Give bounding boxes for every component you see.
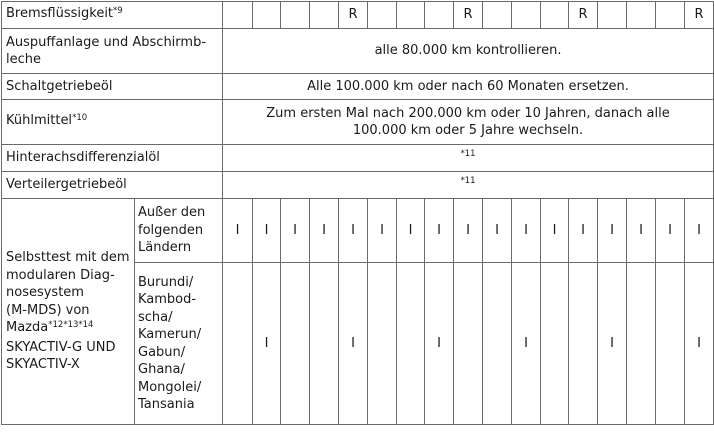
mark-cell bbox=[310, 2, 339, 29]
brake-fluid-label: Bremsflüssigkeit$^{*9}$ bbox=[2, 2, 223, 29]
mark-cell: I bbox=[685, 199, 714, 263]
row-transfer bbox=[2, 172, 714, 199]
mark-cell: I bbox=[656, 199, 685, 263]
mark-cell: R bbox=[569, 2, 598, 29]
selftest-label: Selbsttest mit dem modularen Diag- nosesystem (M-MDS) von Mazda$^{*12*13*14}$ SKYACTIV-G UND SKYACTIV-X bbox=[2, 199, 135, 425]
mark-cell: I bbox=[397, 199, 425, 263]
mark-cell: I bbox=[627, 199, 656, 263]
mark-cell: I bbox=[281, 199, 310, 263]
mark-cell bbox=[281, 2, 310, 29]
mark-cell bbox=[656, 263, 685, 425]
mark-cell bbox=[598, 2, 627, 29]
mark-cell bbox=[483, 2, 512, 29]
mark-cell bbox=[541, 263, 569, 425]
mark-cell: I bbox=[310, 199, 339, 263]
mark-cell: R bbox=[685, 2, 714, 29]
mark-cell: I bbox=[598, 263, 627, 425]
row-brake-fluid bbox=[2, 2, 714, 29]
mark-cell bbox=[627, 263, 656, 425]
mark-cell bbox=[281, 263, 310, 425]
transfer-label: Verteilergetriebeöl bbox=[2, 172, 223, 199]
mark-cell bbox=[569, 263, 598, 425]
row-exhaust bbox=[2, 29, 714, 74]
mark-cell bbox=[223, 2, 253, 29]
mark-cell: I bbox=[512, 199, 541, 263]
mark-cell bbox=[656, 2, 685, 29]
mark-cell bbox=[223, 263, 253, 425]
mark-cell: I bbox=[685, 263, 714, 425]
transfer-note: *11 bbox=[223, 172, 714, 199]
mark-cell: R bbox=[454, 2, 483, 29]
row-gear-oil bbox=[2, 74, 714, 100]
mark-cell: I bbox=[483, 199, 512, 263]
rear-diff-label: Hinterachsdifferenzialöl bbox=[2, 145, 223, 172]
mark-cell bbox=[368, 263, 397, 425]
exhaust-interval: alle 80.000 km kontrollieren. bbox=[223, 29, 714, 74]
mark-cell bbox=[483, 263, 512, 425]
mark-cell: I bbox=[541, 199, 569, 263]
mark-cell: I bbox=[425, 199, 454, 263]
row-coolant bbox=[2, 100, 714, 145]
mark-cell bbox=[310, 263, 339, 425]
gear-oil-interval: Alle 100.000 km oder nach 60 Monaten ersetzen. bbox=[223, 74, 714, 100]
gear-oil-label: Schaltgetriebeöl bbox=[2, 74, 223, 100]
rear-diff-note: *11 bbox=[223, 145, 714, 172]
mark-cell bbox=[397, 263, 425, 425]
coolant-label: Kühlmittel$^{*10}$ bbox=[2, 100, 223, 145]
row-rear-diff bbox=[2, 145, 714, 172]
selftest-sub2-label: Burundi/ Kambod- scha/ Kamerun/ Gabun/ Ghana/ Mongolei/ Tansania bbox=[135, 263, 223, 425]
mark-cell bbox=[397, 2, 425, 29]
mark-cell bbox=[425, 2, 454, 29]
row-selftest-1 bbox=[2, 199, 714, 263]
mark-cell: I bbox=[454, 199, 483, 263]
mark-cell: I bbox=[598, 199, 627, 263]
coolant-interval: Zum ersten Mal nach 200.000 km oder 10 Jahren, danach alle 100.000 km oder 5 Jahre wechseln. bbox=[223, 100, 714, 145]
mark-cell: I bbox=[253, 263, 281, 425]
selftest-sub1-label: Außer den folgenden Ländern bbox=[135, 199, 223, 263]
mark-cell bbox=[541, 2, 569, 29]
mark-cell: I bbox=[425, 263, 454, 425]
mark-cell: I bbox=[339, 263, 368, 425]
mark-cell: R bbox=[339, 2, 368, 29]
mark-cell bbox=[368, 2, 397, 29]
mark-cell: I bbox=[512, 263, 541, 425]
mark-cell bbox=[253, 2, 281, 29]
mark-cell bbox=[454, 263, 483, 425]
mark-cell bbox=[512, 2, 541, 29]
mark-cell: I bbox=[339, 199, 368, 263]
maintenance-table bbox=[1, 1, 714, 425]
mark-cell: I bbox=[223, 199, 253, 263]
mark-cell bbox=[627, 2, 656, 29]
mark-cell: I bbox=[569, 199, 598, 263]
mark-cell: I bbox=[368, 199, 397, 263]
mark-cell: I bbox=[253, 199, 281, 263]
exhaust-label: Auspuffanlage und Abschirmb- leche bbox=[2, 29, 223, 74]
